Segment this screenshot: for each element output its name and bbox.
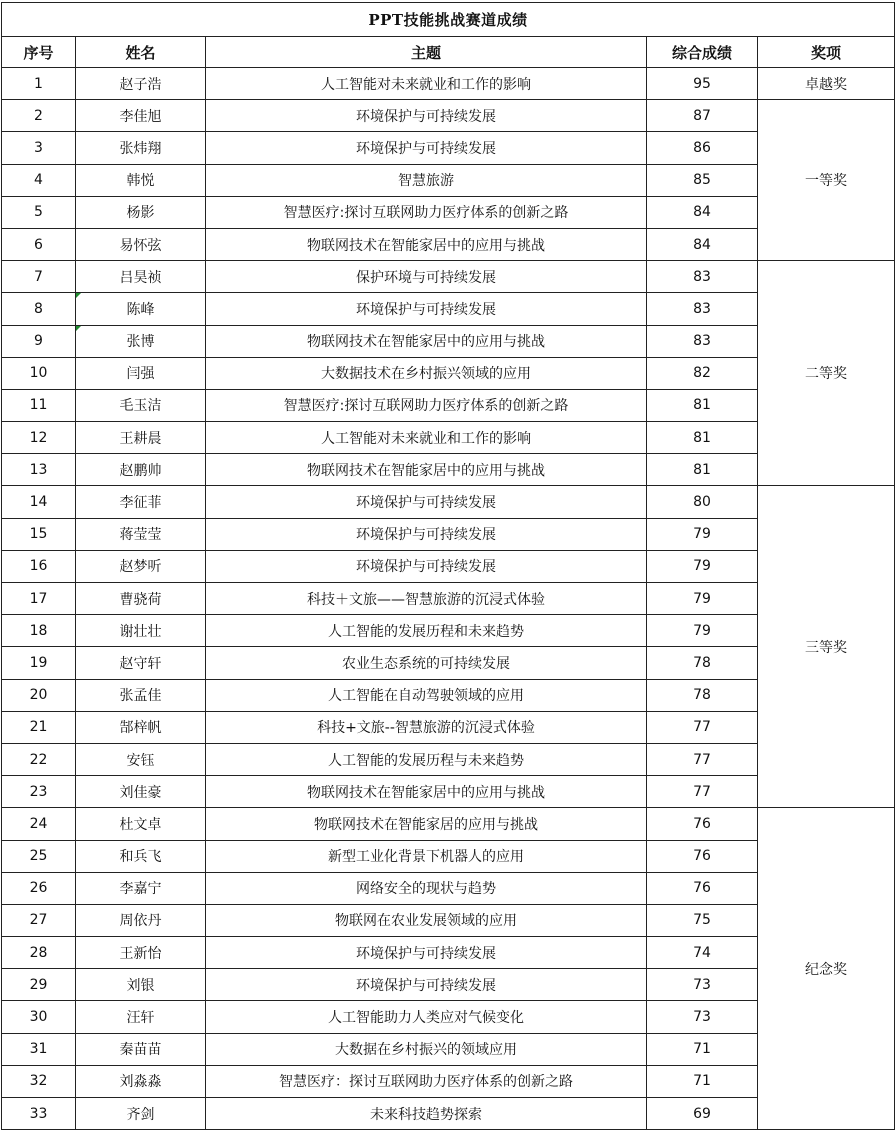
row-name: 李征菲 <box>76 486 206 518</box>
row-name: 谢壮壮 <box>76 615 206 647</box>
row-index: 18 <box>2 615 76 647</box>
row-score: 84 <box>647 196 758 228</box>
row-name: 赵守轩 <box>76 647 206 679</box>
row-score: 79 <box>647 583 758 615</box>
row-name: 韩悦 <box>76 164 206 196</box>
row-index: 23 <box>2 776 76 808</box>
row-topic: 人工智能助力人类应对气候变化 <box>206 1001 647 1033</box>
row-topic: 大数据技术在乡村振兴领域的应用 <box>206 357 647 389</box>
row-name: 杨影 <box>76 196 206 228</box>
row-score: 73 <box>647 1001 758 1033</box>
table-row <box>2 808 895 840</box>
row-name: 郜梓帆 <box>76 711 206 743</box>
row-index: 29 <box>2 969 76 1001</box>
row-topic: 智慧医疗：探讨互联网助力医疗体系的创新之路 <box>206 1065 647 1097</box>
row-name: 张炜翔 <box>76 132 206 164</box>
row-name: 杜文卓 <box>76 808 206 840</box>
row-index: 26 <box>2 872 76 904</box>
row-name: 蒋莹莹 <box>76 518 206 550</box>
row-name: 易怀弦 <box>76 228 206 260</box>
row-score: 79 <box>647 615 758 647</box>
row-score: 80 <box>647 486 758 518</box>
row-name: 安钰 <box>76 743 206 775</box>
row-index: 4 <box>2 164 76 196</box>
row-score: 83 <box>647 325 758 357</box>
row-topic: 人工智能对未来就业和工作的影响 <box>206 68 647 100</box>
header-score: 综合成绩 <box>647 37 758 68</box>
row-score: 76 <box>647 840 758 872</box>
award-cell: 一等奖 <box>758 100 895 261</box>
header-award: 奖项 <box>758 37 895 68</box>
row-topic: 环境保护与可持续发展 <box>206 486 647 518</box>
row-name: 齐剑 <box>76 1098 206 1130</box>
row-score: 78 <box>647 647 758 679</box>
header-topic: 主题 <box>206 37 647 68</box>
row-name: 赵梦听 <box>76 550 206 582</box>
table-body <box>2 68 895 1130</box>
row-topic: 新型工业化背景下机器人的应用 <box>206 840 647 872</box>
row-index: 9 <box>2 325 76 357</box>
table-title: PPT技能挑战赛道成绩 <box>2 3 895 37</box>
row-index: 5 <box>2 196 76 228</box>
row-name: 吕昊祯 <box>76 261 206 293</box>
row-index: 32 <box>2 1065 76 1097</box>
row-name: 赵鹏帅 <box>76 454 206 486</box>
row-score: 83 <box>647 293 758 325</box>
row-index: 8 <box>2 293 76 325</box>
row-index: 25 <box>2 840 76 872</box>
header-index: 序号 <box>2 37 76 68</box>
row-name: 张孟佳 <box>76 679 206 711</box>
row-name: 和兵飞 <box>76 840 206 872</box>
row-topic: 人工智能的发展历程与未来趋势 <box>206 743 647 775</box>
table-row <box>2 100 895 132</box>
row-score: 77 <box>647 711 758 743</box>
row-topic: 保护环境与可持续发展 <box>206 261 647 293</box>
row-score: 78 <box>647 679 758 711</box>
row-score: 95 <box>647 68 758 100</box>
award-cell: 三等奖 <box>758 486 895 808</box>
row-name: 王新怡 <box>76 937 206 969</box>
comment-marker-icon <box>76 326 81 331</box>
row-name: 刘淼淼 <box>76 1065 206 1097</box>
row-topic: 环境保护与可持续发展 <box>206 969 647 1001</box>
row-index: 1 <box>2 68 76 100</box>
row-score: 87 <box>647 100 758 132</box>
comment-marker-icon <box>76 293 81 298</box>
award-cell: 卓越奖 <box>758 68 895 100</box>
row-topic: 未来科技趋势探索 <box>206 1098 647 1130</box>
row-topic: 智慧医疗:探讨互联网助力医疗体系的创新之路 <box>206 389 647 421</box>
row-name: 李佳旭 <box>76 100 206 132</box>
row-score: 83 <box>647 261 758 293</box>
row-name: 汪轩 <box>76 1001 206 1033</box>
row-score: 79 <box>647 518 758 550</box>
row-topic: 物联网技术在智能家居的应用与挑战 <box>206 808 647 840</box>
row-topic: 物联网技术在智能家居中的应用与挑战 <box>206 776 647 808</box>
row-topic: 网络安全的现状与趋势 <box>206 872 647 904</box>
header-name: 姓名 <box>76 37 206 68</box>
row-score: 77 <box>647 776 758 808</box>
row-score: 85 <box>647 164 758 196</box>
row-index: 21 <box>2 711 76 743</box>
row-index: 7 <box>2 261 76 293</box>
row-index: 28 <box>2 937 76 969</box>
row-index: 30 <box>2 1001 76 1033</box>
award-cell: 纪念奖 <box>758 808 895 1130</box>
row-name: 陈峰 <box>76 293 206 325</box>
row-score: 69 <box>647 1098 758 1130</box>
row-score: 75 <box>647 904 758 936</box>
row-name: 秦苗苗 <box>76 1033 206 1065</box>
row-index: 16 <box>2 550 76 582</box>
score-table <box>1 2 895 1130</box>
row-index: 24 <box>2 808 76 840</box>
row-index: 33 <box>2 1098 76 1130</box>
row-name: 赵子浩 <box>76 68 206 100</box>
row-name: 李嘉宁 <box>76 872 206 904</box>
row-topic: 环境保护与可持续发展 <box>206 937 647 969</box>
row-score: 76 <box>647 808 758 840</box>
row-index: 17 <box>2 583 76 615</box>
row-index: 13 <box>2 454 76 486</box>
row-name: 刘银 <box>76 969 206 1001</box>
row-topic: 智慧医疗:探讨互联网助力医疗体系的创新之路 <box>206 196 647 228</box>
row-topic: 农业生态系统的可持续发展 <box>206 647 647 679</box>
row-index: 31 <box>2 1033 76 1065</box>
row-index: 22 <box>2 743 76 775</box>
row-score: 84 <box>647 228 758 260</box>
row-index: 14 <box>2 486 76 518</box>
table-row <box>2 486 895 518</box>
row-name: 毛玉洁 <box>76 389 206 421</box>
row-topic: 环境保护与可持续发展 <box>206 518 647 550</box>
row-score: 81 <box>647 454 758 486</box>
row-index: 6 <box>2 228 76 260</box>
row-score: 74 <box>647 937 758 969</box>
row-name: 周依丹 <box>76 904 206 936</box>
row-name: 王耕晨 <box>76 422 206 454</box>
row-topic: 环境保护与可持续发展 <box>206 550 647 582</box>
row-topic: 科技＋文旅——智慧旅游的沉浸式体验 <box>206 583 647 615</box>
row-topic: 大数据在乡村振兴的领域应用 <box>206 1033 647 1065</box>
row-topic: 人工智能在自动驾驶领域的应用 <box>206 679 647 711</box>
row-topic: 人工智能对未来就业和工作的影响 <box>206 422 647 454</box>
row-index: 27 <box>2 904 76 936</box>
row-index: 10 <box>2 357 76 389</box>
row-index: 19 <box>2 647 76 679</box>
row-score: 81 <box>647 422 758 454</box>
row-score: 82 <box>647 357 758 389</box>
row-name: 刘佳豪 <box>76 776 206 808</box>
row-score: 86 <box>647 132 758 164</box>
row-index: 15 <box>2 518 76 550</box>
row-index: 20 <box>2 679 76 711</box>
row-score: 77 <box>647 743 758 775</box>
row-index: 2 <box>2 100 76 132</box>
table-row <box>2 68 895 100</box>
row-index: 3 <box>2 132 76 164</box>
row-index: 12 <box>2 422 76 454</box>
row-topic: 物联网在农业发展领域的应用 <box>206 904 647 936</box>
row-topic: 科技+文旅--智慧旅游的沉浸式体验 <box>206 711 647 743</box>
row-score: 73 <box>647 969 758 1001</box>
row-score: 71 <box>647 1065 758 1097</box>
row-score: 71 <box>647 1033 758 1065</box>
row-topic: 环境保护与可持续发展 <box>206 132 647 164</box>
row-topic: 物联网技术在智能家居中的应用与挑战 <box>206 325 647 357</box>
row-topic: 环境保护与可持续发展 <box>206 100 647 132</box>
row-score: 79 <box>647 550 758 582</box>
row-name: 曹骁荷 <box>76 583 206 615</box>
row-name: 闫强 <box>76 357 206 389</box>
row-topic: 物联网技术在智能家居中的应用与挑战 <box>206 228 647 260</box>
table-row <box>2 261 895 293</box>
row-score: 81 <box>647 389 758 421</box>
award-cell: 二等奖 <box>758 261 895 486</box>
row-topic: 智慧旅游 <box>206 164 647 196</box>
row-topic: 物联网技术在智能家居中的应用与挑战 <box>206 454 647 486</box>
row-topic: 环境保护与可持续发展 <box>206 293 647 325</box>
row-topic: 人工智能的发展历程和未来趋势 <box>206 615 647 647</box>
row-name: 张博 <box>76 325 206 357</box>
row-score: 76 <box>647 872 758 904</box>
row-index: 11 <box>2 389 76 421</box>
